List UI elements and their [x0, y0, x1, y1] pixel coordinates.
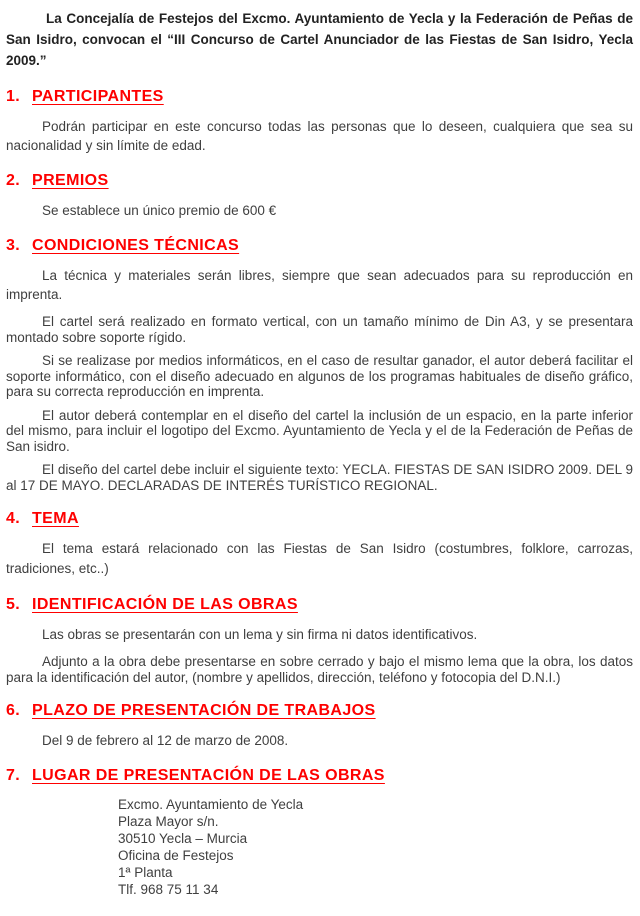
section-4-heading: [6, 509, 633, 529]
section-plazo-presentacion: [6, 701, 633, 750]
section-title: PREMIOS: [32, 172, 109, 189]
section-5-heading: [6, 595, 633, 615]
body-paragraph: Del 9 de febrero al 12 de marzo de 2008.: [42, 733, 289, 748]
address-line-organization: Excmo. Ayuntamiento de Yecla: [118, 797, 304, 812]
address-block: [118, 796, 633, 898]
body-paragraph: Las obras se presentarán con un lema y sin firma ni datos identificativos.: [42, 627, 478, 642]
section-number: 2.: [6, 172, 21, 189]
body-paragraph: Adjunto a la obra debe presentarse en sobre cerrado y bajo el mismo lema que la obra, los datos para la identificación del autor, (nombre y apellidos, dirección, teléfono y fotocopia del D.N.I.): [6, 654, 633, 685]
intro-paragraph: La Concejalía de Festejos del Excmo. Ayuntamiento de Yecla y la Federación de Peñas de San Isidro, convocan el “III Concurso de Cartel Anunciador de las Fiestas de San Isidro, Yecla 2009.”: [6, 11, 633, 68]
body-paragraph: El diseño del cartel debe incluir el siguiente texto: YECLA. FIESTAS DE SAN ISIDRO 2009. DEL 9 al 17 DE MAYO. DECLARADAS DE INTERÉS TURÍSTICO REGIONAL.: [6, 462, 633, 493]
section-number: 4.: [6, 510, 21, 527]
section-title: PLAZO DE PRESENTACIÓN DE TRABAJOS: [32, 702, 376, 719]
section-title: LUGAR DE PRESENTACIÓN DE LAS OBRAS: [32, 767, 385, 784]
section-number: 7.: [6, 767, 21, 784]
body-paragraph: El tema estará relacionado con las Fiestas de San Isidro (costumbres, folklore, carrozas, tradiciones, etc..): [6, 541, 633, 576]
section-title: PARTICIPANTES: [32, 88, 164, 105]
body-paragraph: Podrán participar en este concurso todas las personas que lo deseen, cualquiera que sea su nacionalidad y sin límite de edad.: [6, 119, 633, 153]
section-number: 5.: [6, 596, 21, 613]
section-title: TEMA: [32, 510, 79, 527]
address-line-street: Plaza Mayor s/n.: [118, 814, 219, 829]
section-7-heading: [6, 766, 633, 786]
section-lugar-presentacion: [6, 766, 633, 898]
body-paragraph: El autor deberá contemplar en el diseño del cartel la inclusión de un espacio, en la parte inferior del mismo, para incluir el logotipo del Excmo. Ayuntamiento de Yecla y el de la Federación de Peñas de San isidro.: [6, 407, 633, 454]
section-title: IDENTIFICACIÓN DE LAS OBRAS: [32, 596, 298, 613]
address-line-phone: Tlf. 968 75 11 34: [118, 882, 219, 897]
body-paragraph: Si se realizase por medios informáticos, en el caso de resultar ganador, el autor deberá facilitar el soporte informático, con el diseño adecuado en algunos de los programas habituales de diseño gráfico, para su correcta reproducción en imprenta.: [6, 353, 633, 399]
section-number: 3.: [6, 237, 21, 254]
body-paragraph: Se establece un único premio de 600 €: [42, 203, 277, 218]
body-paragraph: El cartel será realizado en formato vertical, con un tamaño mínimo de Din A3, y se presentara montado sobre soporte rígido.: [6, 314, 633, 345]
section-1-heading: [6, 87, 633, 107]
section-2-heading: [6, 171, 633, 191]
section-3-heading: [6, 236, 633, 256]
section-participantes: [6, 87, 633, 155]
section-tema: [6, 509, 633, 579]
section-6-heading: [6, 701, 633, 721]
section-number: 6.: [6, 702, 21, 719]
address-line-city: 30510 Yecla – Murcia: [118, 831, 248, 846]
section-number: 1.: [6, 88, 21, 105]
section-condiciones-tecnicas: [6, 236, 633, 493]
section-premios: [6, 171, 633, 220]
section-identificacion-obras: [6, 595, 633, 685]
section-title: CONDICIONES TÉCNICAS: [32, 237, 240, 254]
address-line-floor: 1ª Planta: [118, 865, 173, 880]
address-line-office: Oficina de Festejos: [118, 848, 234, 863]
body-paragraph: La técnica y materiales serán libres, siempre que sean adecuados para su reproducción en imprenta.: [6, 268, 633, 302]
